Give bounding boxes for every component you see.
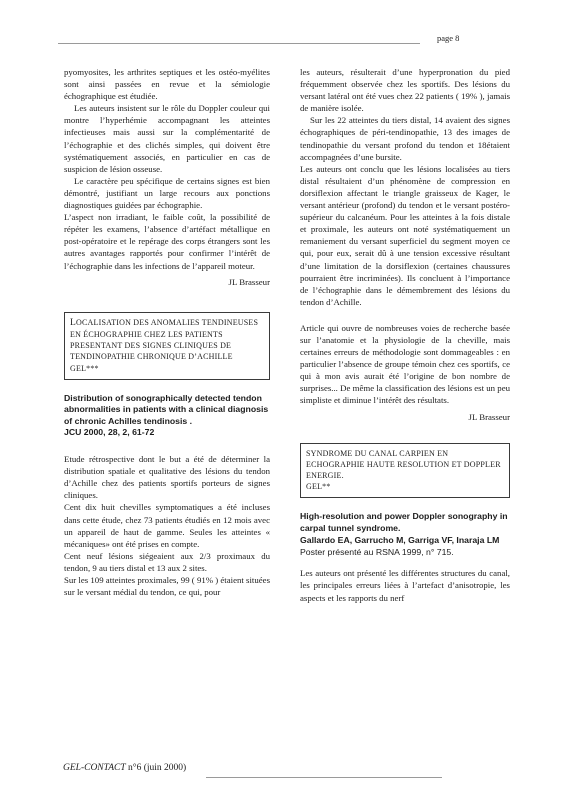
paragraph: Les auteurs insistent sur le rôle du Doppler couleur qui montre l’hyperhémie accompagnant les atteintes infectieuses mais aussi sur la complémentarité de l’échographie et des clichés simples, qui doivent être systématiquement associés, en particulier en cas de suspicion de lésion osseuse. <box>64 103 270 174</box>
review-rating: GEL*** <box>70 363 99 373</box>
article-reference <box>300 511 510 546</box>
review-title: SYNDROME DU CANAL CARPIEN EN ECHOGRAPHIE HAUTE RESOLUTION ET DOPPLER ENERGIE. <box>306 448 501 481</box>
journal-name: GEL-CONTACT <box>63 763 126 773</box>
article-title: High-resolution and power Doppler sonography in carpal tunnel syndrome. <box>300 511 508 534</box>
issue-date: (juin 2000) <box>141 763 187 773</box>
right-column <box>300 66 510 604</box>
paragraph: Article qui ouvre de nombreuses voies de recherche basée sur l’anatomie et la physiologie de la cheville, mais certaines erreurs de méthodologie sont dommageables : en particulier l’absence de groupe témoin chez ces sportifs, ce qui à mon avis aurait été l’origine de bon nombre de surprises... De même la classification des lésions est un peu simpliste et diminue l’intérêt des résultats. <box>300 322 510 406</box>
paragraph: Etude rétrospective dont le but a été de déterminer la distribution spatiale et qualitative des lésions du tendon d’Achille chez des patients sportifs porteurs de signes cliniques. <box>64 454 270 501</box>
footer-rule <box>206 777 442 778</box>
paragraph: Sur les 22 atteintes du tiers distal, 14 avaient des signes échographiques de péri-tendinopathie, 13 des images de tendinopathie du versant profond du tendon et 18étaient accompagnées d’une bursite. <box>300 115 510 162</box>
article-reference <box>64 393 270 439</box>
paragraph: L’aspect non irradiant, le faible coût, la possibilité de répéter les examens, l’absence d’artéfact métallique en post-opératoire et le repérage des corps étrangers sont les autres avantages rapportés pour confirmer l’intérêt de l’échographie dans les infections de l’appareil moteur. <box>64 212 270 271</box>
footer <box>63 763 186 773</box>
review-rating: GEL** <box>306 482 331 492</box>
left-column <box>64 66 270 598</box>
signature: JL Brasseur <box>468 411 510 422</box>
review-title-box <box>300 443 510 499</box>
paragraph: Cent dix huit chevilles symptomatiques a été incluses dans cette étude, chez 73 patients étudiés en 12 mois avec un appareil de haut de gamme. Seules les atteintes « mécaniques» ont été prises en compte. <box>64 502 270 549</box>
poster-reference: Poster présenté au RSNA 1999, n° 715. <box>300 547 454 558</box>
paragraph: pyomyosites, les arthrites septiques et les ostéo-myélites sont ainsi passées en revue et la sémiologie échographique est étudiée. <box>64 67 270 102</box>
paragraph: Cent neuf lésions siégeaient aux 2/3 proximaux du tendon, 9 au tiers distal et 13 aux 2 sites. <box>64 550 270 573</box>
article-title: Distribution of sonographically detected tendon abnormalities in patients with a clinical diagnosis of chronic Achilles tendinosis . <box>64 392 269 426</box>
signature: JL Brasseur <box>228 276 270 287</box>
review-title-box <box>64 312 270 380</box>
paragraph: Les auteurs ont présenté les différentes structures du canal, les principales erreurs liées à l’artefact d’anisotropie, les aspects et les rapports du nerf <box>300 568 510 603</box>
issue-number: n°6 <box>125 763 142 773</box>
paragraph: les auteurs, résulterait d’une hyperpronation du pied fréquemment observée chez les sportifs. Des lésions du versant latéral ont été vues chez 22 patients ( 19% ), jamais de manière isolée. <box>300 67 510 114</box>
paragraph: Le caractère peu spécifique de certains signes est bien démontré, justifiant un large recours aux ponctions diagnostiques guidées par échographie. <box>64 175 270 211</box>
article-authors: Gallardo EA, Garrucho M, Garriga VF, Inaraja LM <box>300 534 500 545</box>
review-title: LOCALISATION DES ANOMALIES TENDINEUSES EN ÉCHOGRAPHIE CHEZ LES PATIENTS PRESENTANT DES SIGNES CLINIQUES DE TENDINOPATHIE CHRONIQUE D’ACHILLE <box>70 317 259 362</box>
page-number: page 8 <box>437 33 460 43</box>
paragraph: Les auteurs ont conclu que les lésions localisées au tiers distal résultaient d’un phénomène de compression en dorsiflexion affectant le triangle graisseux de Kager, le versant antérieur (profond) du tendon et le versant postéro-supérieur du calcanéum. Pour les atteintes à la fois distale et proximale, les auteurs ont noté systématiquement un remaniement du versant superficiel du segment moyen ce qui, pour eux, serait dû à une tension excessive résultant d’une limitation de la dorsiflexion (certaines chaussures pourraient être incriminées). Ils concluent à l’importance de l’échographie dans le démembrement des lésions du tendon d’Achille. <box>300 163 510 307</box>
journal-citation: JCU 2000, 28, 2, 61-72 <box>64 427 155 438</box>
paragraph: Sur les 109 atteintes proximales, 99 ( 91% ) étaient situées sur le versant médial du tendon, ce qui, pour <box>64 575 270 598</box>
header-rule <box>58 43 420 44</box>
